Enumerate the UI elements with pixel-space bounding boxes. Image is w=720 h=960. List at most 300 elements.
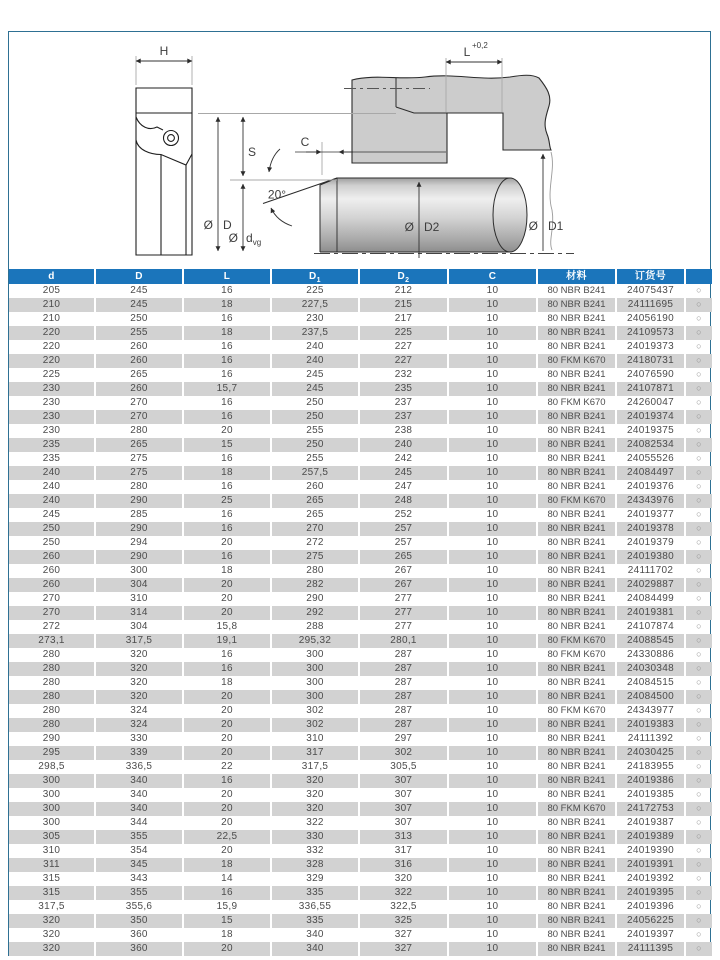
availability-marker: ○: [696, 635, 702, 645]
table-cell: 10: [449, 452, 538, 466]
table-cell: 307: [360, 774, 449, 788]
table-cell: 317,5: [9, 900, 96, 914]
dimension-table: [9, 269, 712, 956]
table-cell: 275: [96, 452, 184, 466]
table-row: [9, 298, 712, 312]
dim-label-l: L: [463, 45, 471, 59]
availability-marker: ○: [696, 383, 702, 393]
availability-marker: ○: [696, 369, 702, 379]
table-cell: 80 NBR B241: [538, 732, 617, 746]
table-cell: 10: [449, 326, 538, 340]
table-cell: 280: [272, 564, 360, 578]
table-cell: 24019375: [617, 424, 686, 438]
table-cell: 300: [9, 774, 96, 788]
diameter-symbol: Ø: [404, 220, 414, 234]
table-cell: 320: [9, 928, 96, 942]
availability-marker: ○: [696, 495, 702, 505]
table-cell: 314: [96, 606, 184, 620]
table-row: [9, 564, 712, 578]
availability-marker: ○: [696, 775, 702, 785]
table-cell: 80 NBR B241: [538, 844, 617, 858]
table-cell: 360: [96, 942, 184, 956]
table-cell: 10: [449, 620, 538, 634]
table-row: [9, 732, 712, 746]
table-cell: 80 NBR B241: [538, 928, 617, 942]
table-row: [9, 844, 712, 858]
column-header: [686, 269, 712, 284]
table-cell: 16: [184, 396, 272, 410]
table-cell: 24019385: [617, 788, 686, 802]
table-cell: 355,6: [96, 900, 184, 914]
availability-marker: ○: [696, 831, 702, 841]
table-cell: 10: [449, 942, 538, 956]
table-cell: 320: [96, 648, 184, 662]
table-cell: 80 NBR B241: [538, 438, 617, 452]
table-cell: 315: [9, 872, 96, 886]
table-cell: 237: [360, 410, 449, 424]
table-cell: 235: [9, 452, 96, 466]
table-cell: 240: [272, 340, 360, 354]
availability-marker: ○: [696, 537, 702, 547]
dim-label-d: D: [223, 218, 232, 232]
table-cell: 324: [96, 718, 184, 732]
table-cell: 327: [360, 942, 449, 956]
table-cell: 80 NBR B241: [538, 858, 617, 872]
table-row: [9, 690, 712, 704]
table-cell: 320: [272, 774, 360, 788]
table-cell: 24019377: [617, 508, 686, 522]
diameter-symbol: Ø: [203, 218, 213, 232]
table-cell: 10: [449, 592, 538, 606]
table-cell: 22: [184, 760, 272, 774]
table-cell: 80 FKM K670: [538, 648, 617, 662]
table-cell: 250: [9, 536, 96, 550]
table-cell: 277: [360, 592, 449, 606]
table-cell: 265: [96, 368, 184, 382]
table-cell: 247: [360, 480, 449, 494]
table-cell: 10: [449, 564, 538, 578]
table-cell: 316: [360, 858, 449, 872]
availability-marker: ○: [696, 803, 702, 813]
table-row: [9, 508, 712, 522]
table-cell: 220: [9, 354, 96, 368]
table-cell: 80 FKM K670: [538, 802, 617, 816]
table-cell: 24019391: [617, 858, 686, 872]
table-cell: 24330886: [617, 648, 686, 662]
table-cell: 10: [449, 718, 538, 732]
table-cell: 24019395: [617, 886, 686, 900]
table-cell: 297: [360, 732, 449, 746]
table-cell: 10: [449, 550, 538, 564]
table-cell: 24056190: [617, 312, 686, 326]
table-cell: 345: [96, 858, 184, 872]
table-cell: 340: [96, 802, 184, 816]
table-cell: 10: [449, 886, 538, 900]
table-cell: 80 NBR B241: [538, 508, 617, 522]
table-row: [9, 522, 712, 536]
availability-marker: ○: [696, 621, 702, 631]
table-cell: 24084497: [617, 466, 686, 480]
column-header: 材料: [538, 269, 617, 284]
table-cell: 24088545: [617, 634, 686, 648]
table-cell: 245: [96, 298, 184, 312]
table-cell: 10: [449, 522, 538, 536]
table-row: [9, 928, 712, 942]
table-row: [9, 452, 712, 466]
table-cell: 340: [272, 942, 360, 956]
table-cell: 80 NBR B241: [538, 816, 617, 830]
table-cell: 80 NBR B241: [538, 564, 617, 578]
table-cell: 24019396: [617, 900, 686, 914]
table-cell: 335: [272, 886, 360, 900]
table-cell: 18: [184, 564, 272, 578]
table-row: [9, 550, 712, 564]
table-cell: 10: [449, 634, 538, 648]
table-cell: 237,5: [272, 326, 360, 340]
table-cell: 24019387: [617, 816, 686, 830]
table-cell: 252: [360, 508, 449, 522]
table-cell: 16: [184, 452, 272, 466]
table-cell: 245: [272, 368, 360, 382]
column-header: 订货号: [617, 269, 686, 284]
table-cell: 277: [360, 620, 449, 634]
table-cell: 230: [9, 382, 96, 396]
table-cell: 250: [9, 522, 96, 536]
table-cell: 250: [272, 438, 360, 452]
table-row: [9, 830, 712, 844]
table-cell: 24019374: [617, 410, 686, 424]
table-cell: 305,5: [360, 760, 449, 774]
table-row: [9, 900, 712, 914]
table-cell: 245: [96, 284, 184, 298]
table-cell: 280: [9, 690, 96, 704]
table-cell: 245: [360, 466, 449, 480]
availability-marker: ○: [696, 481, 702, 491]
table-cell: 300: [272, 648, 360, 662]
table-cell: 295: [9, 746, 96, 760]
table-cell: 10: [449, 578, 538, 592]
table-cell: 80 NBR B241: [538, 914, 617, 928]
table-cell: 315: [9, 886, 96, 900]
table-cell: 205: [9, 284, 96, 298]
table-cell: 24019373: [617, 340, 686, 354]
availability-marker: ○: [696, 719, 702, 729]
table-cell: 280,1: [360, 634, 449, 648]
table-cell: 325: [360, 914, 449, 928]
table-cell: 80 NBR B241: [538, 536, 617, 550]
table-cell: 260: [9, 578, 96, 592]
table-cell: 10: [449, 704, 538, 718]
table-cell: 80 FKM K670: [538, 704, 617, 718]
table-cell: 257: [360, 536, 449, 550]
table-cell: 24019378: [617, 522, 686, 536]
table-cell: 267: [360, 564, 449, 578]
table-cell: 317: [272, 746, 360, 760]
table-cell: 248: [360, 494, 449, 508]
availability-marker: ○: [696, 327, 702, 337]
table-cell: 10: [449, 788, 538, 802]
table-cell: 320: [272, 788, 360, 802]
table-row: [9, 606, 712, 620]
table-cell: 10: [449, 774, 538, 788]
availability-marker: ○: [696, 929, 702, 939]
availability-marker: ○: [696, 607, 702, 617]
technical-drawing: [8, 31, 713, 269]
availability-marker: ○: [696, 663, 702, 673]
table-cell: 307: [360, 802, 449, 816]
table-cell: 237: [360, 396, 449, 410]
table-cell: 15,7: [184, 382, 272, 396]
table-cell: 310: [272, 732, 360, 746]
table-cell: 287: [360, 718, 449, 732]
table-cell: 20: [184, 718, 272, 732]
table-cell: 210: [9, 298, 96, 312]
table-cell: 287: [360, 648, 449, 662]
table-cell: 80 NBR B241: [538, 480, 617, 494]
table-cell: 10: [449, 676, 538, 690]
table-cell: 265: [272, 494, 360, 508]
table-cell: 305: [9, 830, 96, 844]
table-row: [9, 662, 712, 676]
table-cell: 275: [272, 550, 360, 564]
table-cell: 238: [360, 424, 449, 438]
table-cell: 24343976: [617, 494, 686, 508]
table-cell: 290: [96, 550, 184, 564]
table-cell: 300: [9, 816, 96, 830]
table-cell: 25: [184, 494, 272, 508]
table-cell: 288: [272, 620, 360, 634]
table-cell: 80 NBR B241: [538, 410, 617, 424]
table-cell: 227: [360, 354, 449, 368]
table-cell: 311: [9, 858, 96, 872]
table-cell: 270: [272, 522, 360, 536]
availability-marker: ○: [696, 355, 702, 365]
dim-label-s: S: [248, 145, 257, 159]
table-cell: 298,5: [9, 760, 96, 774]
table-cell: 265: [96, 438, 184, 452]
table-cell: 230: [9, 424, 96, 438]
table-cell: 240: [9, 480, 96, 494]
table-row: [9, 620, 712, 634]
table-cell: 80 NBR B241: [538, 872, 617, 886]
table-cell: 260: [96, 382, 184, 396]
table-cell: 15,9: [184, 900, 272, 914]
table-row: [9, 704, 712, 718]
table-row: [9, 634, 712, 648]
availability-marker: ○: [696, 411, 702, 421]
table-cell: 24180731: [617, 354, 686, 368]
garter-spring: [164, 131, 179, 146]
table-cell: 20: [184, 592, 272, 606]
table-cell: 80 NBR B241: [538, 522, 617, 536]
table-cell: 355: [96, 886, 184, 900]
availability-marker: ○: [696, 397, 702, 407]
table-cell: 329: [272, 872, 360, 886]
table-cell: 10: [449, 340, 538, 354]
table-cell: 10: [449, 900, 538, 914]
table-row: [9, 340, 712, 354]
table-row: [9, 872, 712, 886]
table-row: [9, 788, 712, 802]
table-cell: 267: [360, 578, 449, 592]
table-cell: 10: [449, 368, 538, 382]
table-cell: 20: [184, 578, 272, 592]
table-cell: 255: [272, 424, 360, 438]
table-cell: 330: [96, 732, 184, 746]
table-cell: 270: [9, 606, 96, 620]
table-cell: 24084500: [617, 690, 686, 704]
table-cell: 16: [184, 508, 272, 522]
table-cell: 24019379: [617, 536, 686, 550]
table-cell: 320: [9, 914, 96, 928]
table-cell: 24107871: [617, 382, 686, 396]
table-cell: 16: [184, 340, 272, 354]
shaft-end-cap: [493, 178, 527, 252]
availability-marker: ○: [696, 453, 702, 463]
table-cell: 294: [96, 536, 184, 550]
table-cell: 260: [96, 354, 184, 368]
table-cell: 280: [9, 662, 96, 676]
table-cell: 270: [96, 396, 184, 410]
table-cell: 24082534: [617, 438, 686, 452]
table-cell: 242: [360, 452, 449, 466]
column-header: C: [449, 269, 538, 284]
table-row: [9, 438, 712, 452]
table-cell: 272: [9, 620, 96, 634]
table-cell: 24019389: [617, 830, 686, 844]
table-cell: 235: [9, 438, 96, 452]
table-cell: 250: [96, 312, 184, 326]
table-row: [9, 480, 712, 494]
table-body: [9, 284, 712, 956]
table-cell: 18: [184, 928, 272, 942]
availability-marker: ○: [696, 845, 702, 855]
table-cell: 80 NBR B241: [538, 774, 617, 788]
table-cell: 24111395: [617, 942, 686, 956]
table-cell: 225: [9, 368, 96, 382]
table-cell: 220: [9, 340, 96, 354]
table-cell: 343: [96, 872, 184, 886]
table-cell: 10: [449, 746, 538, 760]
table-cell: 80 NBR B241: [538, 298, 617, 312]
table-cell: 80 NBR B241: [538, 690, 617, 704]
table-cell: 10: [449, 284, 538, 298]
table-cell: 80 NBR B241: [538, 676, 617, 690]
table-cell: 240: [9, 494, 96, 508]
column-header: $D_1$: [272, 269, 360, 284]
table-cell: 16: [184, 886, 272, 900]
table-cell: 24019380: [617, 550, 686, 564]
table-cell: 80 FKM K670: [538, 396, 617, 410]
table-row: [9, 886, 712, 900]
table-cell: 10: [449, 312, 538, 326]
table-cell: 10: [449, 606, 538, 620]
table-cell: 350: [96, 914, 184, 928]
table-cell: 304: [96, 620, 184, 634]
table-cell: 313: [360, 830, 449, 844]
availability-marker: ○: [696, 509, 702, 519]
availability-marker: ○: [696, 467, 702, 477]
table-cell: 10: [449, 928, 538, 942]
table-cell: 257: [360, 522, 449, 536]
availability-marker: ○: [696, 943, 702, 953]
table-cell: 24019383: [617, 718, 686, 732]
table-cell: 290: [96, 494, 184, 508]
availability-marker: ○: [696, 579, 702, 589]
table-cell: 240: [360, 438, 449, 452]
table-cell: 18: [184, 298, 272, 312]
table-cell: 322: [272, 816, 360, 830]
table-cell: 20: [184, 732, 272, 746]
table-cell: 287: [360, 704, 449, 718]
table-cell: 10: [449, 872, 538, 886]
table-cell: 282: [272, 578, 360, 592]
table-row: [9, 914, 712, 928]
table-cell: 232: [360, 368, 449, 382]
table-cell: 230: [272, 312, 360, 326]
table-cell: 255: [272, 452, 360, 466]
table-cell: 10: [449, 830, 538, 844]
table-cell: 24019392: [617, 872, 686, 886]
table-cell: 15,8: [184, 620, 272, 634]
table-cell: 215: [360, 298, 449, 312]
dim-label-c: C: [300, 135, 310, 149]
table-cell: 300: [96, 564, 184, 578]
table-cell: 310: [9, 844, 96, 858]
table-cell: 10: [449, 508, 538, 522]
table-cell: 280: [96, 480, 184, 494]
table-cell: 20: [184, 844, 272, 858]
table-cell: 227,5: [272, 298, 360, 312]
table-cell: 10: [449, 914, 538, 928]
table-cell: 19,1: [184, 634, 272, 648]
diameter-symbol: Ø: [528, 219, 538, 233]
table-cell: 80 FKM K670: [538, 354, 617, 368]
table-cell: 10: [449, 298, 538, 312]
table-row: [9, 648, 712, 662]
table-cell: 225: [272, 284, 360, 298]
table-cell: 230: [9, 410, 96, 424]
table-cell: 270: [96, 410, 184, 424]
table-cell: 10: [449, 858, 538, 872]
table-cell: 14: [184, 872, 272, 886]
table-cell: 285: [96, 508, 184, 522]
table-row: [9, 746, 712, 760]
table-cell: 24019381: [617, 606, 686, 620]
table-cell: 80 NBR B241: [538, 760, 617, 774]
table-cell: 250: [272, 396, 360, 410]
table-cell: 304: [96, 578, 184, 592]
table-cell: 275: [96, 466, 184, 480]
table-cell: 212: [360, 284, 449, 298]
table-cell: 302: [360, 746, 449, 760]
table-cell: 287: [360, 676, 449, 690]
table-cell: 336,55: [272, 900, 360, 914]
angle-label: 20°: [267, 187, 287, 202]
table-cell: 18: [184, 466, 272, 480]
table-cell: 290: [272, 592, 360, 606]
availability-marker: ○: [696, 873, 702, 883]
table-cell: 280: [9, 676, 96, 690]
table-cell: 16: [184, 522, 272, 536]
column-header: d: [9, 269, 96, 284]
table-cell: 20: [184, 746, 272, 760]
table-row: [9, 774, 712, 788]
seal-cross-section: [136, 88, 192, 255]
table-cell: 24084499: [617, 592, 686, 606]
table-cell: 24172753: [617, 802, 686, 816]
availability-marker: ○: [696, 747, 702, 757]
